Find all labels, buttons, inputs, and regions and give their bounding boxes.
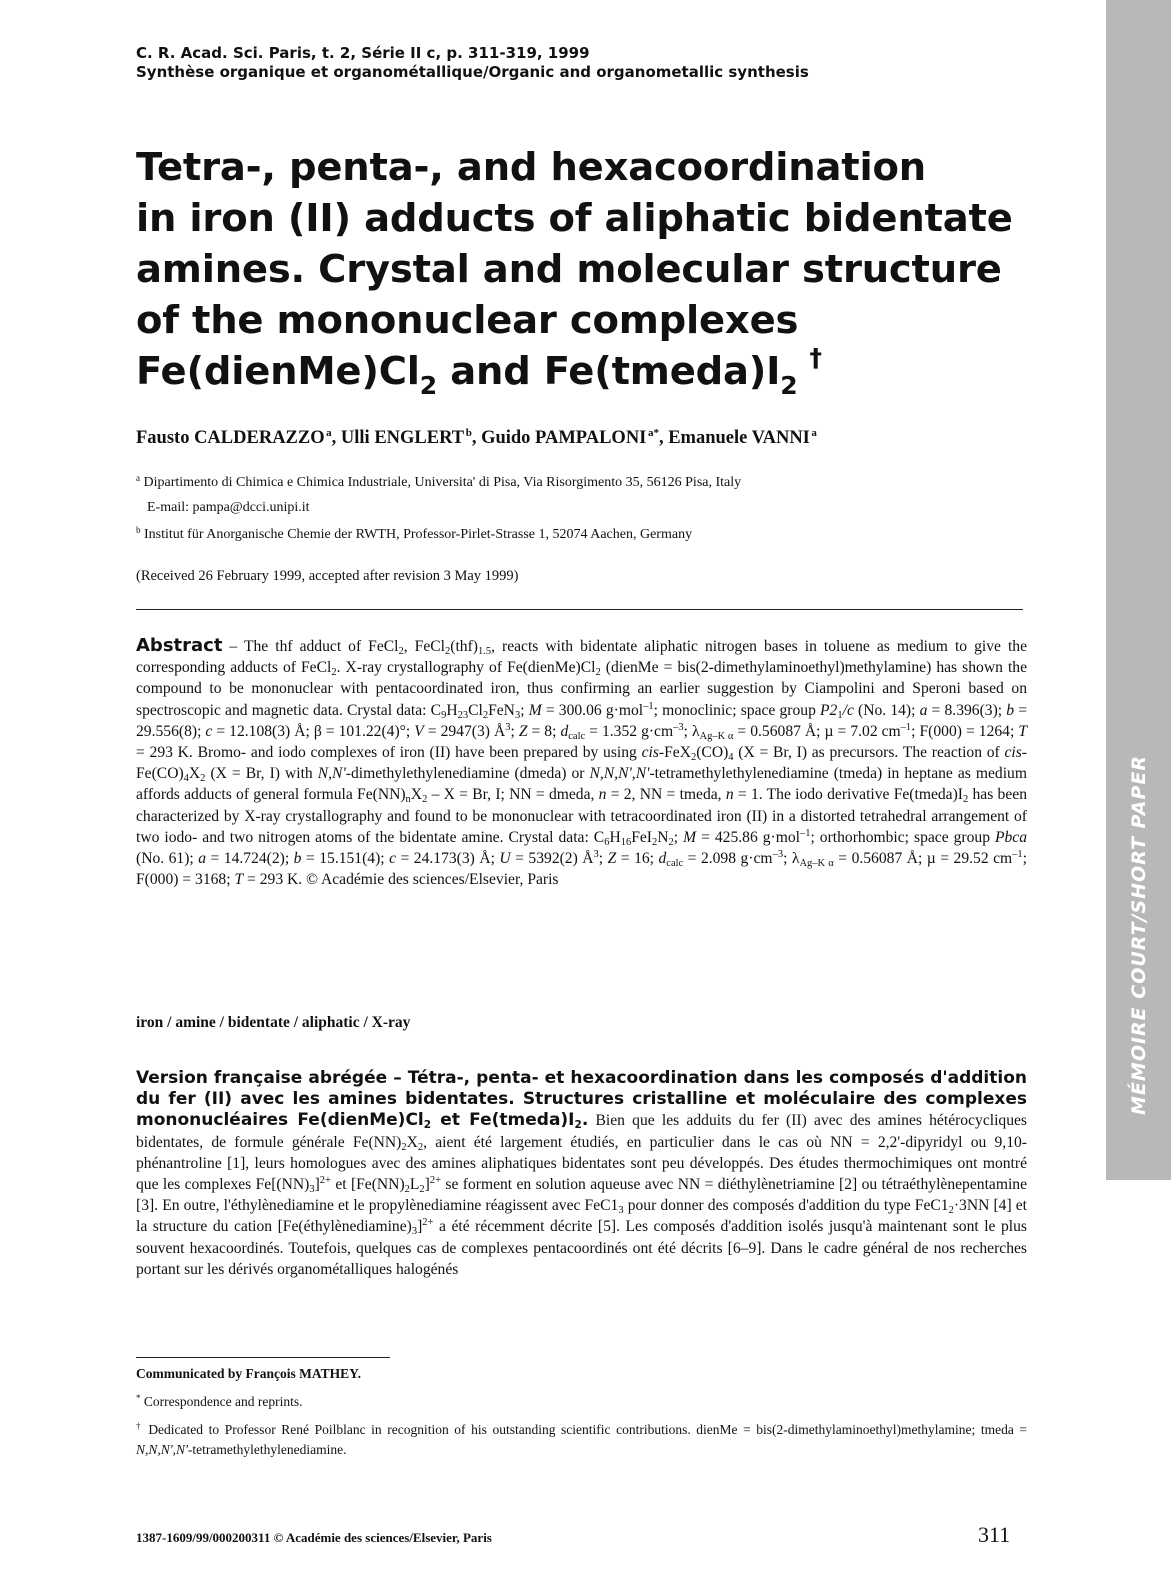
title-line-2: in iron (II) adducts of aliphatic bidentate [136, 196, 1013, 241]
abstract-italic: a [919, 701, 928, 719]
abstract-text: H [609, 828, 621, 846]
french-text: Bien que les adduits du fer (II) avec des amines hétérocycliques bidentates, de formule générale Fe(NN) [136, 1112, 1027, 1151]
subscript: 2 [668, 836, 674, 848]
abstract-text: X [188, 765, 201, 783]
abstract-italic: M [683, 828, 697, 846]
footnote-text: Correspondence and reprints. [143, 1394, 303, 1409]
abstract-text: -Fe(CO) [136, 744, 1027, 783]
subscript: 2 [404, 1184, 410, 1196]
superscript: –1 [900, 721, 912, 733]
abstract-italic: T [1018, 722, 1027, 740]
abstract-text: = 15.151(4); [301, 850, 390, 868]
title-dagger-mark: † [809, 343, 822, 372]
abstract-italic: c [389, 850, 397, 868]
abstract-text: (CO) [696, 744, 729, 762]
abstract-italic: cis [641, 744, 659, 762]
subscript: 2 [422, 794, 428, 806]
subscript: 3 [309, 1184, 315, 1196]
title-line-5 [136, 343, 1036, 400]
abstract-text: ; F(000) = 1264; [911, 722, 1019, 740]
footnote-divider [136, 1357, 390, 1358]
abstract [136, 635, 1027, 890]
abstract-text: (X = Br, I) with [205, 765, 318, 783]
abstract-text: ; [520, 701, 529, 719]
subscript: 2 [574, 1119, 582, 1132]
abstract-italic: N,N' [317, 765, 346, 783]
journal-section: Synthèse organique et organométallique/Organic and organometallic synthesis [136, 63, 809, 81]
journal-header [136, 44, 809, 82]
footnote-italic: N,N,N',N' [136, 1442, 188, 1457]
abstract-text: has been characterized by X-ray crystallography and found to be mononuclear with tetracoordinated iron (II) in a distorted tetrahedral arrangement of two iodo- and two nitrogen atoms of the bidentate amine. Crystal data: C [136, 786, 1027, 846]
subscript: 2 [690, 752, 697, 764]
abstract-text: . X-ray crystallography of Fe(dienMe)Cl [336, 659, 596, 677]
subscript: 2 [595, 667, 601, 679]
affiliation-text: Institut für Anorganische Chemie der RWTH, Professor-Pirlet-Strasse 1, 52074 Aachen, Germany [144, 527, 693, 542]
abstract-italic: Pbca [994, 828, 1028, 846]
title-line-1: Tetra-, penta-, and hexacoordination [136, 145, 926, 190]
abstract-italic: b [1006, 701, 1015, 719]
superscript: 2+ [319, 1175, 331, 1187]
subscript: 3 [514, 709, 521, 721]
superscript: –3 [673, 721, 684, 733]
subscript: 2 [423, 1119, 432, 1132]
abstract-text: H [446, 701, 458, 719]
french-text: ·3NN [4] et la structure du cation [Fe(éthylènediamine) [136, 1197, 1027, 1236]
title-line-3: amines. Crystal and molecular structure [136, 247, 1002, 292]
superscript: –3 [772, 849, 784, 861]
footnote-dedication [136, 1420, 1027, 1460]
subscript: 2 [398, 646, 404, 657]
subscript: 3 [618, 1205, 624, 1217]
abstract-italic: Z [518, 722, 528, 740]
abstract-text: N [657, 828, 669, 846]
subscript: 3 [411, 1226, 418, 1238]
french-text: , aient été largement étudiés, en particulier dans le cas où NN = 2,2'-dipyridyl ou 9,10-phénantroline [1], leurs homologues avec des amines aliphatiques bidentates sont peu développés. Des études thermochimiques ont montré que les complexes Fe[(NN) [136, 1133, 1027, 1194]
keywords: iron / amine / bidentate / aliphatic / X-ray [136, 1014, 411, 1031]
subscript: 23 [457, 709, 469, 721]
affiliation-mark: b [136, 525, 141, 535]
superscript: 3 [593, 849, 599, 861]
superscript: –1 [643, 700, 654, 712]
subscript: 2 [948, 1205, 954, 1217]
footnote-text: Dedicated to Professor René Poilblanc in recognition of his outstanding scientific contributions. dienMe = bis(2-dimethylaminoethyl)methylamine; tmeda = [148, 1422, 1028, 1437]
title-subscript: 2 [780, 371, 798, 400]
abstract-italic: d [658, 850, 667, 868]
french-text: ] [314, 1176, 320, 1194]
subscript: 2 [445, 646, 451, 657]
abstract-text: = 14.724(2); [206, 850, 294, 868]
french-heading-text: et Fe(tmeda)I [431, 1110, 575, 1131]
author-list: Fausto CALDERAZZO $^a$, Ulli ENGLERT $^b$, Guido PAMPALONI $^{a*}$, Emanuele VANNI $^a$ [136, 427, 817, 448]
french-text: ] [417, 1218, 423, 1236]
abstract-text: = 8.396(3); [927, 701, 1007, 719]
footnote-communicated: Communicated by François MATHEY. [136, 1366, 362, 1381]
subscript: 1 [837, 709, 843, 721]
abstract-text: ; λ [783, 850, 800, 868]
abstract-text: The thf adduct of FeCl [243, 638, 399, 655]
abstract-text: = 0.56087 Å; µ = 29.52 cm [833, 850, 1013, 868]
abstract-text: = 29.556(8); [136, 701, 1028, 740]
title-line-4: of the mononuclear complexes [136, 298, 799, 343]
page-number: 311 [978, 1522, 1011, 1547]
french-text: L [409, 1176, 420, 1194]
abstract-text: = 1.352 g·cm [585, 722, 674, 740]
author-affiliation-mark: b [465, 427, 472, 439]
paper-title [136, 142, 1036, 400]
affiliation-email [136, 497, 310, 518]
abstract-text: , reacts with bidentate aliphatic nitrogen bases in toluene as medium to give the corresponding adducts of FeCl [136, 638, 1027, 677]
affiliation-b [136, 524, 692, 545]
french-text: X [406, 1133, 418, 1151]
abstract-text: = 8; [527, 722, 561, 740]
footnote-text: -tetramethylethylenediamine. [187, 1442, 347, 1457]
abstract-text: = 425.86 g·mol [696, 828, 800, 846]
subscript: Ag–K α [699, 730, 734, 742]
author-name: Guido PAMPALONI [481, 428, 647, 448]
subscript: 2 [482, 709, 489, 721]
header-divider [136, 609, 1023, 610]
superscript: –1 [1012, 849, 1023, 861]
french-text: se forment en solution aqueuse avec NN = diéthylènetriamine [2] ou tétraéthylènepentamine [3]. En outre, l'éthylènediamine et le propylènediamine réagissent avec FeC1 [136, 1176, 1028, 1215]
abstract-text: -dimethylethylenediamine (dmeda) or [345, 765, 590, 783]
abstract-italic: cis [1004, 744, 1022, 762]
abstract-italic: Z [607, 850, 617, 868]
abstract-italic: c [205, 722, 213, 740]
subscript: 9 [441, 709, 447, 721]
abstract-text: (No. 14); [853, 701, 920, 719]
abstract-text: = 2947(3) Å [423, 722, 506, 740]
received-dates: (Received 26 February 1999, accepted after revision 3 May 1999) [136, 568, 519, 584]
subscript: 4 [183, 773, 189, 785]
subscript: n [405, 794, 411, 806]
french-heading-text: . [581, 1110, 589, 1131]
abstract-italic: n [725, 786, 734, 804]
subscript: calc [666, 858, 684, 870]
abstract-text: (dienMe = bis(2-dimethylaminoethyl)methylamine) has shown the compound to be mononuclear with pentacoordinated iron, thus confirming an earlier suggestion by Ciampolini and Speroni based on spectroscopic and magnetic data. Crystal data: C [136, 659, 1027, 719]
abstract-italic: /c [842, 701, 854, 719]
abstract-italic: d [560, 722, 569, 740]
abstract-text: -FeX [658, 744, 691, 762]
abstract-italic: b [293, 850, 302, 868]
subscript: 4 [728, 752, 734, 764]
abstract-text: , FeCl [403, 638, 445, 655]
french-text: ] [424, 1176, 430, 1194]
abstract-text: ; λ [683, 722, 700, 740]
french-text: et [Fe(NN) [330, 1176, 405, 1194]
superscript: 3 [505, 721, 511, 733]
abstract-text: = 2, NN = tmeda, [606, 786, 726, 804]
email-text: E-mail: pampa@dcci.unipi.it [147, 500, 310, 515]
abstract-text: ; [510, 722, 519, 740]
subscript: 2 [963, 794, 969, 806]
author-affiliation-mark: a [326, 427, 332, 439]
footnote-mark: † [136, 1421, 143, 1431]
author-affiliation-mark: a* [647, 427, 659, 439]
footnote-mark: * [136, 1393, 141, 1403]
footer-code: 1387-1609/99/000200311 © Académie des sciences/Elsevier, Paris [136, 1530, 492, 1545]
abstract-italic: n [598, 786, 607, 804]
abstract-dash: – [222, 638, 244, 655]
abstract-text: = 1. The iodo derivative Fe(tmeda)I [733, 786, 963, 804]
superscript: 2+ [422, 1217, 434, 1229]
abstract-text: (No. 61); [136, 850, 199, 868]
abstract-text: = 2.098 g·cm [683, 850, 773, 868]
abstract-italic: M [528, 701, 542, 719]
abstract-text: = 5392(2) Å [510, 850, 594, 868]
abstract-text: FeI [631, 828, 652, 846]
superscript: –1 [799, 827, 811, 839]
abstract-text: = 12.108(3) Å; β = 101.22(4)°; [212, 722, 415, 740]
subscript: 2 [200, 773, 206, 785]
abstract-text: = 24.173(3) Å; [396, 850, 500, 868]
abstract-heading: Abstract [136, 635, 223, 656]
abstract-text: = 300.06 g·mol [541, 701, 644, 719]
abstract-italic: V [414, 722, 424, 740]
abstract-text: X [410, 786, 423, 804]
title-subscript: 2 [419, 371, 437, 400]
superscript: 2+ [429, 1175, 442, 1187]
subscript: 2 [652, 836, 658, 848]
abstract-text: ; [673, 828, 684, 846]
french-text: a été récemment décrite [5]. Les composés d'addition isolés jusqu'à maintenant sont le plus souvent hexacoordinés. Toutefois, quelques cas de complexes pentacoordinés ont été décrits [6–9]. Dans le cadre général de nos recherches portant sur les dérivés organométalliques halogénés [136, 1218, 1028, 1278]
french-heading-text: Version française abrégée – Tétra-, penta- et hexacoordination dans les composés d'addition du fer (II) avec les amines bidentates. Structures cristalline et moléculaire des complexes mononucléaires Fe(dienMe)Cl [136, 1068, 1027, 1131]
abstract-italic: U [499, 850, 511, 868]
abstract-text: -tetramethylethylenediamine (tmeda) in heptane as medium affords adducts of general formula Fe(NN) [136, 765, 1027, 804]
abstract-italic: P2 [820, 701, 838, 719]
footnote-correspondence [136, 1392, 302, 1412]
author-affiliation-mark: a [811, 427, 817, 439]
abstract-text: ; orthorhombic; space group [810, 828, 995, 846]
affiliation-mark: a [136, 473, 140, 483]
subscript: Ag–K α [799, 858, 834, 870]
subscript: 1.5 [477, 646, 492, 657]
author-name: Ulli ENGLERT [340, 428, 465, 448]
abstract-text: ; F(000) = 3168; [136, 850, 1028, 889]
abstract-text: = 293 K. © Académie des sciences/Elsevier, Paris [243, 871, 559, 889]
affiliation-a [136, 472, 741, 493]
abstract-italic: a [198, 850, 207, 868]
abstract-text: ; [598, 850, 608, 868]
abstract-italic: T [234, 871, 244, 889]
author-name: Fausto CALDERAZZO [136, 428, 325, 448]
journal-citation: C. R. Acad. Sci. Paris, t. 2, Série II c, p. 311-319, 1999 [136, 44, 590, 62]
subscript: 2 [401, 1141, 407, 1153]
abstract-text: = 293 K. Bromo- and iodo complexes of iron (II) have been prepared by using [136, 744, 642, 762]
abstract-text: Cl [468, 701, 483, 719]
abstract-text: = 16; [616, 850, 659, 868]
french-abridged-version [136, 1068, 1027, 1280]
affiliation-text: Dipartimento di Chimica e Chimica Industriale, Universita' di Pisa, Via Risorgimento 35, 56126 Pisa, Italy [143, 475, 742, 490]
abstract-italic: N,N,N',N' [589, 765, 650, 783]
subscript: 2 [331, 667, 337, 679]
abstract-text: – X = Br, I; NN = dmeda, [427, 786, 599, 804]
author-name: Emanuele VANNI [668, 428, 810, 448]
subscript: 16 [620, 836, 632, 848]
section-tab-text: MÉMOIRE COURT/SHORT PAPER [1127, 755, 1150, 1115]
abstract-text: ; monoclinic; space group [653, 701, 821, 719]
title-formula-1: Fe(dienMe)Cl [136, 349, 420, 394]
abstract-text: (thf) [450, 638, 478, 655]
title-formula-2: and Fe(tmeda)I [437, 349, 781, 394]
abstract-text: (X = Br, I) as precursors. The reaction of [733, 744, 1005, 762]
french-text: pour donner des composés d'addition du type FeC1 [623, 1197, 949, 1215]
abstract-text: = 0.56087 Å; µ = 7.02 cm [733, 722, 901, 740]
section-tab-label [1106, 0, 1171, 1180]
subscript: calc [568, 730, 586, 742]
subscript: 6 [604, 836, 610, 848]
subscript: 2 [417, 1141, 424, 1153]
subscript: 2 [419, 1184, 425, 1196]
abstract-text: FeN [488, 701, 515, 719]
